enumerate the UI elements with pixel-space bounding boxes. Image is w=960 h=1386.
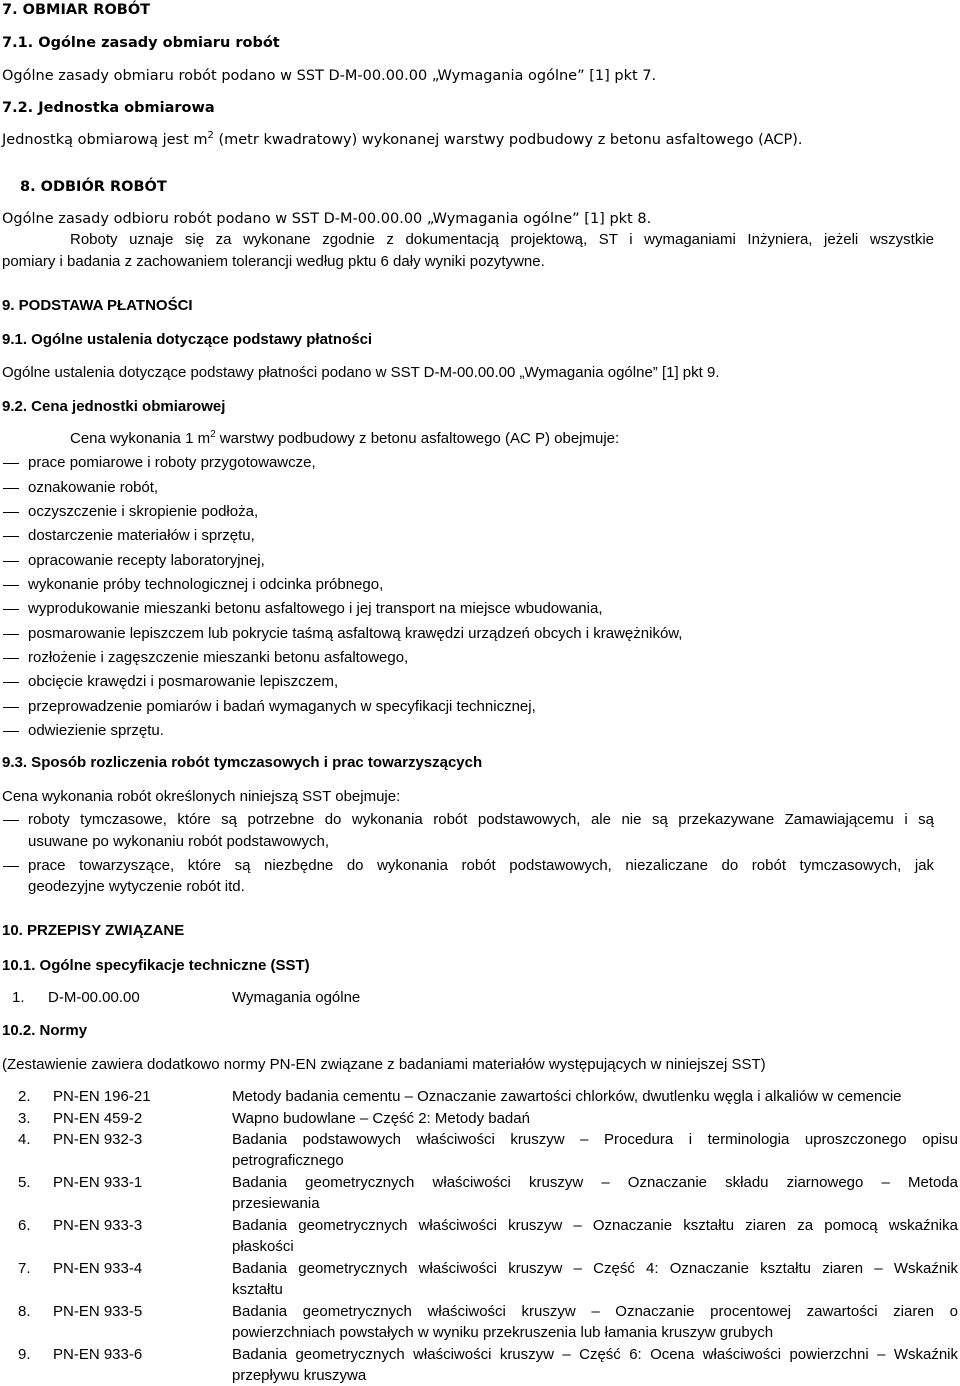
list-item: posmarowanie lepiszczem lub pokrycie taśmą asfaltową krawędzi urządzeń obcych i krawężników, <box>28 625 683 642</box>
list-item: oznakowanie robót, <box>28 479 159 496</box>
section-10-heading: 10. PRZEPISY ZWIĄZANE <box>2 922 185 939</box>
section-10-2-heading: 10.2. Normy <box>2 1022 88 1039</box>
norm-description: Badania podstawowych właściwości kruszyw – Procedura i terminologia uproszczonego opisu petrograficznego <box>232 1131 958 1169</box>
dash-icon <box>3 463 19 464</box>
sst-code: D-M-00.00.00 <box>48 989 140 1006</box>
list-item: wyprodukowanie mieszanki betonu asfaltowego i jej transport na miejsce wbudowania, <box>28 600 603 617</box>
list-item: prace towarzyszące, które są niezbędne do wykonania robót podstawowych, niezaliczane do robót tymczasowych, jak <box>28 857 934 874</box>
dash-icon <box>3 488 19 489</box>
section-9-2-heading: 9.2. Cena jednostki obmiarowej <box>2 398 226 415</box>
sst-description: Wymagania ogólne <box>232 989 361 1006</box>
list-item: obcięcie krawędzi i posmarowanie lepiszczem, <box>28 673 339 690</box>
list-item: odwiezienie sprzętu. <box>28 722 164 739</box>
dash-icon <box>3 512 19 513</box>
section-9-2-intro: Cena wykonania 1 $m^2$ warstwy podbudowy z betonu asfaltowego (AC P) obejmuje: <box>70 429 620 447</box>
section-9-1-heading: 9.1. Ogólne ustalenia dotyczące podstawy płatności <box>2 331 373 348</box>
dash-icon <box>3 682 19 683</box>
section-10-2-note: (Zestawienie zawiera dodatkowo normy PN-EN związane z badaniami materiałów występujących w niniejszej SST) <box>2 1056 766 1073</box>
list-item-continuation: usuwane po wykonaniu robót podstawowych, <box>28 833 330 850</box>
norm-description: Metody badania cementu – Oznaczanie zawartości chlorków, dwutlenku węgla i alkaliów w cemencie <box>232 1088 902 1105</box>
sst-number: 1. <box>12 989 25 1006</box>
dash-icon <box>3 536 19 537</box>
dash-icon <box>3 658 19 659</box>
norm-number: 5. <box>18 1174 31 1191</box>
list-item: dostarczenie materiałów i sprzętu, <box>28 527 255 544</box>
norm-code: PN-EN 933-4 <box>53 1260 143 1277</box>
section-9-3-heading: 9.3. Sposób rozliczenia robót tymczasowych i prac towarzyszących <box>2 754 483 771</box>
dash-icon <box>3 561 19 562</box>
norm-code: PN-EN 933-1 <box>53 1174 143 1191</box>
section-7-heading: 7. OBMIAR ROBÓT <box>2 2 151 18</box>
list-item: prace pomiarowe i roboty przygotowawcze, <box>28 454 316 471</box>
section-7-1-text: Ogólne zasady obmiaru robót podano w SST D-M-00.00.00 „Wymagania ogólne” [1] pkt 7. <box>2 68 657 84</box>
norm-description: Badania geometrycznych właściwości kruszyw – Część 6: Ocena właściwości powierzchni – Wskaźnik przepływu kruszywa <box>232 1346 958 1384</box>
list-item: wykonanie próby technologicznej i odcinka próbnego, <box>28 576 384 593</box>
norm-description: Badania geometrycznych właściwości kruszyw – Część 4: Oznaczanie kształtu ziaren – Wskaźnik kształtu <box>232 1260 958 1298</box>
list-item: przeprowadzenie pomiarów i badań wymaganych w specyfikacji technicznej, <box>28 698 536 715</box>
norm-description: Badania geometrycznych właściwości kruszyw – Oznaczanie kształtu ziaren za pomocą wskaźnika płaskości <box>232 1217 958 1255</box>
dash-icon <box>3 609 19 610</box>
section-7-2-text: Jednostką obmiarową jest $m^2$ (metr kwadratowy) wykonanej warstwy podbudowy z betonu asfaltowego (ACP). <box>2 130 803 148</box>
list-item-continuation: geodezyjne wytyczenie robót itd. <box>28 878 245 895</box>
section-9-3-intro: Cena wykonania robót określonych niniejszą SST obejmuje: <box>2 788 401 805</box>
dash-icon <box>3 820 19 821</box>
section-9-1-text: Ogólne ustalenia dotyczące podstawy płatności podano w SST D-M-00.00.00 „Wymagania ogólne” [1] pkt 9. <box>2 364 720 381</box>
norm-number: 8. <box>18 1303 31 1320</box>
list-item: roboty tymczasowe, które są potrzebne do wykonania robót podstawowych, ale nie są przekazywane Zamawiającemu i są <box>28 811 934 828</box>
norm-code: PN-EN 459-2 <box>53 1110 143 1127</box>
norm-description: Wapno budowlane – Część 2: Metody badań <box>232 1110 530 1127</box>
list-item: rozłożenie i zagęszczenie mieszanki betonu asfaltowego, <box>28 649 409 666</box>
section-7-2-heading: 7.2. Jednostka obmiarowa <box>2 100 215 116</box>
list-item: opracowanie recepty laboratoryjnej, <box>28 552 265 569</box>
dash-icon <box>3 585 19 586</box>
list-item: oczyszczenie i skropienie podłoża, <box>28 503 259 520</box>
norm-number: 6. <box>18 1217 31 1234</box>
norm-number: 9. <box>18 1346 31 1363</box>
section-7-1-heading: 7.1. Ogólne zasady obmiaru robót <box>2 35 280 51</box>
section-10-1-heading: 10.1. Ogólne specyfikacje techniczne (SST) <box>2 957 310 974</box>
dash-icon <box>3 731 19 732</box>
norm-description: Badania geometrycznych właściwości kruszyw – Oznaczanie procentowej zawartości ziaren o powierzchniach powstałych w wyniku przekruszenia lub łamania kruszyw grubych <box>232 1303 958 1341</box>
dash-icon <box>3 707 19 708</box>
norm-code: PN-EN 932-3 <box>53 1131 143 1148</box>
dash-icon <box>3 634 19 635</box>
section-8-paragraph-line2: pomiary i badania z zachowaniem tolerancji według pktu 6 dały wyniki pozytywne. <box>2 253 545 270</box>
section-8-paragraph-line1: Roboty uznaje się za wykonane zgodnie z dokumentacją projektową, ST i wymaganiami Inżyniera, jeżeli wszystkie <box>70 231 934 248</box>
norm-number: 4. <box>18 1131 31 1148</box>
norm-code: PN-EN 196-21 <box>53 1088 151 1105</box>
norm-number: 3. <box>18 1110 31 1127</box>
norm-description: Badania geometrycznych właściwości kruszyw – Oznaczanie składu ziarnowego – Metoda przesiewania <box>232 1174 958 1212</box>
dash-icon <box>3 866 19 867</box>
norm-number: 7. <box>18 1260 31 1277</box>
section-8-heading: 8. ODBIÓR ROBÓT <box>20 179 167 195</box>
section-9-heading: 9. PODSTAWA PŁATNOŚCI <box>2 297 193 314</box>
norm-code: PN-EN 933-5 <box>53 1303 143 1320</box>
section-8-line: Ogólne zasady odbioru robót podano w SST D-M-00.00.00 „Wymagania ogólne” [1] pkt 8. <box>2 211 652 227</box>
norm-code: PN-EN 933-6 <box>53 1346 143 1363</box>
norm-code: PN-EN 933-3 <box>53 1217 143 1234</box>
norm-number: 2. <box>18 1088 31 1105</box>
